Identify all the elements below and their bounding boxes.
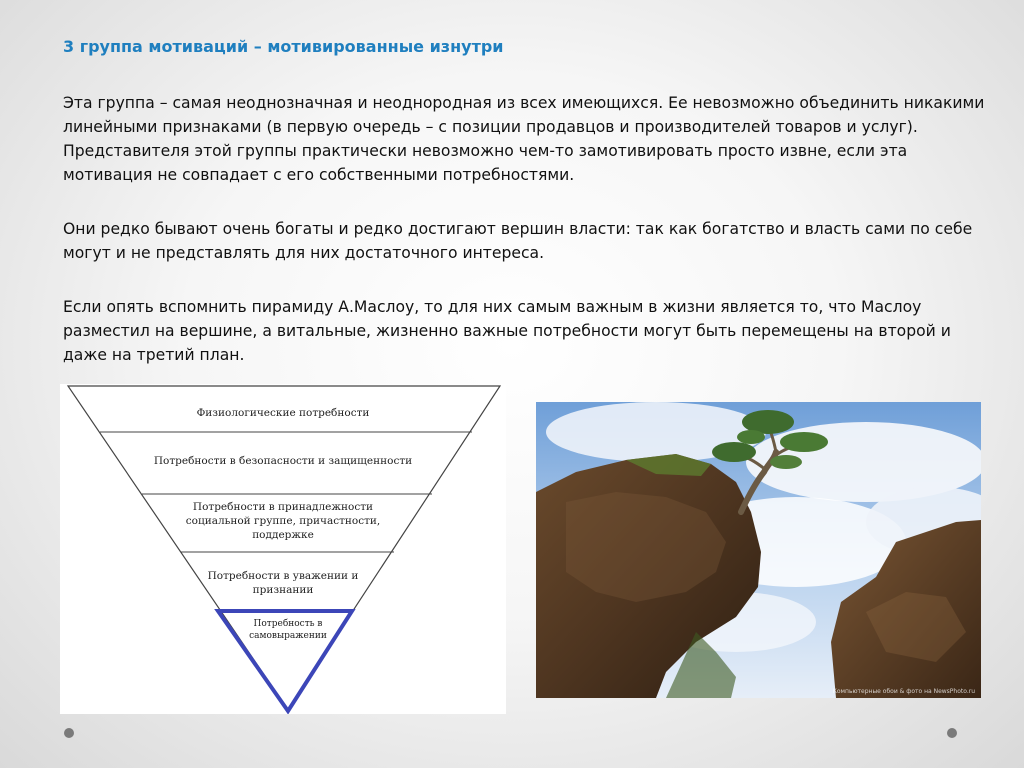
- pyramid-level-belonging: Потребности в принадлежности социальной группе, причастности, поддержке: [185, 501, 381, 541]
- photo-credit: Компьютерные обои & фото на NewsPhoto.ru: [832, 688, 975, 695]
- decorative-dot-left: [64, 728, 74, 738]
- pyramid-level-physiological: Физиологические потребности: [196, 407, 370, 419]
- slide-title: 3 группа мотиваций – мотивированные изнутри: [63, 37, 504, 56]
- tree-on-rock-photo: [536, 402, 981, 698]
- paragraph-1: Эта группа – самая неоднозначная и неоднородная из всех имеющихся. Ее невозможно объединить никакими линейными признаками (в первую очередь – с позиции продавцов и производителей товаров и услуг). Представителя этой группы практически невозможно чем-то замотивировать просто извне, если эта мотивация не совпадает с его собственными потребностями.: [63, 94, 985, 184]
- pyramid-outline: [68, 386, 500, 710]
- pyramid-level-esteem: Потребности в уважении и признании: [207, 570, 359, 596]
- maslow-pyramid-inverted: [60, 384, 506, 714]
- photo-drawing: [536, 402, 981, 698]
- paragraph-2: Они редко бывают очень богаты и редко достигают вершин власти: так как богатство и власть сами по себе могут и не представлять для них достаточного интереса.: [63, 220, 973, 262]
- paragraph-3: Если опять вспомнить пирамиду А.Маслоу, то для них самым важным в жизни является то, что Маслоу разместил на вершине, а витальные, жизненно важные потребности могут быть перемещены на второй и даже на третий план.: [63, 298, 951, 364]
- decorative-dot-right: [947, 728, 957, 738]
- pyramid-level-self-actualization: Потребность в самовыражении: [249, 619, 327, 641]
- pyramid-drawing: [60, 384, 506, 714]
- pyramid-level-safety: Потребности в безопасности и защищенности: [153, 455, 413, 467]
